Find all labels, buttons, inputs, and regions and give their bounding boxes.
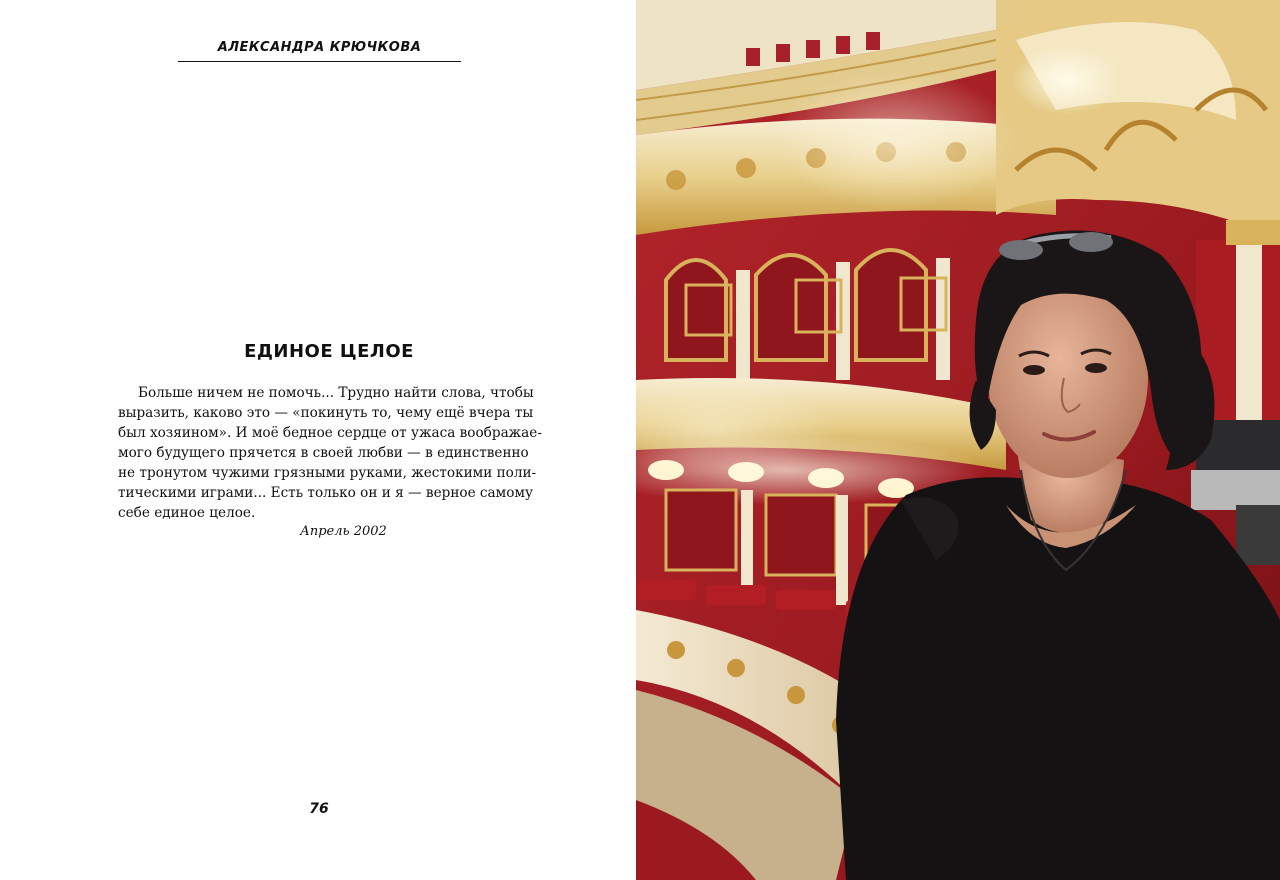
- running-head: АЛЕКСАНДРА КРЮЧКОВА: [217, 40, 422, 55]
- poem-line: тическими играми... Есть только он и я — верное самому: [118, 485, 533, 501]
- poem-line: себе единое целое.: [118, 505, 256, 521]
- poem-date: Апрель 2002: [300, 524, 387, 539]
- poem-line: выразить, каково это — «покинуть то, чему ещё вчера ты: [118, 405, 534, 421]
- poem-line: был хозяином». И моё бедное сердце от ужаса воображае-: [118, 425, 542, 441]
- poem-body: [118, 383, 548, 523]
- poem-title: ЕДИНОЕ ЦЕЛОЕ: [244, 341, 414, 362]
- page-number: 76: [309, 801, 329, 817]
- poem-line: не тронутом чужими грязными руками, жестокими поли-: [118, 465, 537, 481]
- photo-woman-in-opera-house: [636, 0, 1280, 880]
- poem-line: Больше ничем не помочь... Трудно найти слова, чтобы: [138, 385, 534, 401]
- poem-line: мого будущего прячется в своей любви — в единственно: [118, 445, 529, 461]
- header-rule: [178, 61, 461, 62]
- left-page: [0, 0, 636, 880]
